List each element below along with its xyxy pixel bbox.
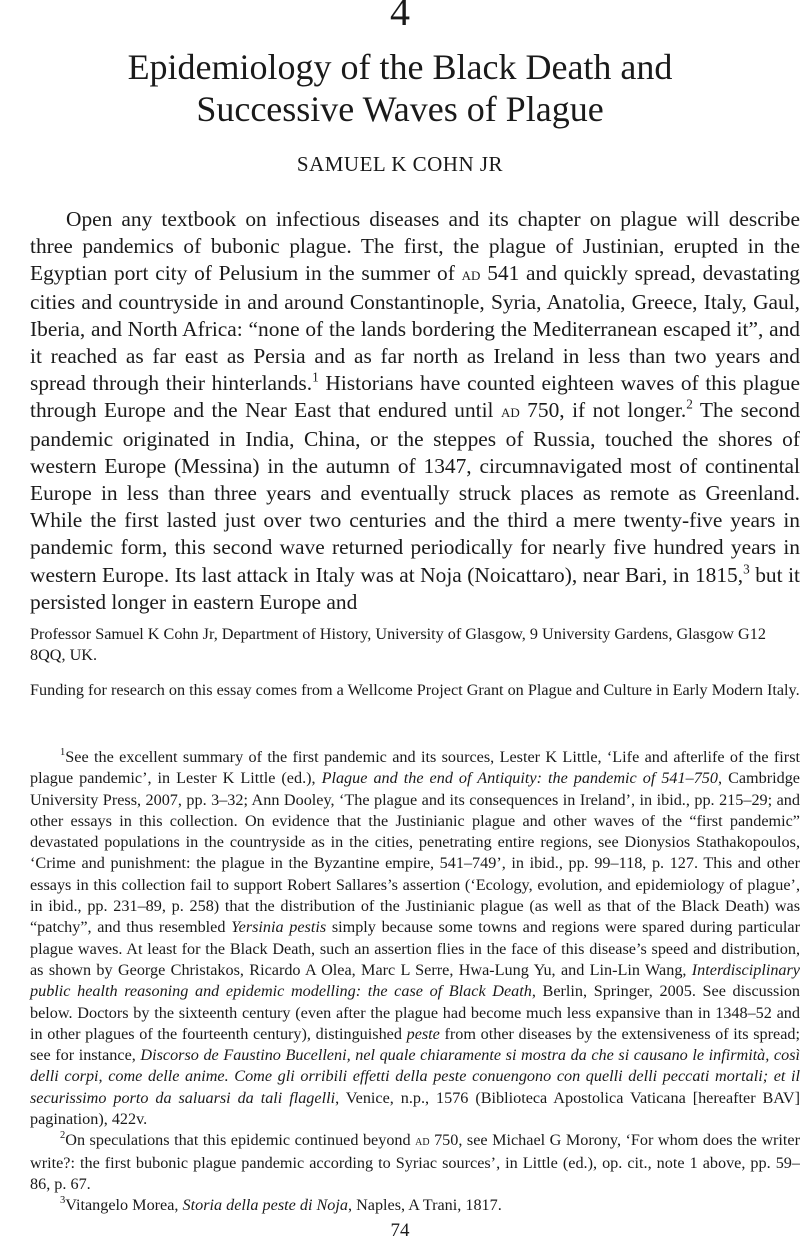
footnote-ref-3[interactable]: 3 bbox=[743, 561, 750, 577]
body-text bbox=[30, 206, 800, 616]
footnotes bbox=[30, 747, 800, 1217]
body-text-segment: The second pandemic originated in India, China, or the steppes of Russia, touched the shores of western Europe (Messina) in the autumn of 1347, circumnavigated most of continental Europe in less than three years and eventually struck places as remote as Greenland. While the first lasted just over two centuries and the third a mere twenty-five years in pandemic form, this second wave returned periodically for nearly five hundred years in western Europe. Its last attack in Italy was at Noja (Noicattaro), near Bari, in 1815, bbox=[30, 398, 800, 587]
footnote-title: Discorso de Faustino Bucelleni, nel quale chiaramente si mostra da che si causano le infirmità, così delli corpi, come delle anime. Come gli orribili effetti della peste conuengono con quelli delli peccati mortali; et il securissimo porto da saluarsi da tali flagelli bbox=[30, 1046, 800, 1107]
footnote-text: simply because some towns and regions were spared during particular plague waves. At least for the Black Death, such an assertion flies in the face of this disease’s speed and distribution, as shown by George Christakos, Ricardo A Olea, Marc L Serre, Hwa-Lung Yu, and Lin-Lin Wang, bbox=[30, 918, 800, 979]
funding-note: Funding for research on this essay comes from a Wellcome Project Grant on Plague and Culture in Early Modern Italy. bbox=[30, 681, 800, 699]
body-text-segment: 750, if not longer. bbox=[519, 398, 687, 423]
footnote-text: On speculations that this epidemic continued beyond bbox=[65, 1131, 416, 1150]
era-abbreviation: ad bbox=[415, 1133, 430, 1150]
footnote-text: from other diseases by the extensiveness of its spread; see for instance, bbox=[30, 1024, 800, 1065]
footnote-text: , Berlin, Springer, 2005. See discussion below. Doctors by the sixteenth century (even after the plague had become much less expansive than in 1348–52 and in other plagues of the fourteenth century), distinguished bbox=[30, 982, 800, 1043]
footnote-number: 3 bbox=[60, 1195, 66, 1207]
footnote-title: Interdisciplinary public health reasoning and epidemic modelling: the case of Black Death bbox=[30, 960, 800, 1001]
author-name: SAMUEL K COHN JR bbox=[296, 152, 504, 176]
footnote-text: , Naples, A Trani, 1817. bbox=[347, 1196, 502, 1215]
footnote-text: 750, see Michael G Morony, ‘For whom does the writer write?: the first bubonic plague pandemic according to Syriac sources’, in Little (ed.), op. cit., note 1 above, pp. 59–86, p. 67. bbox=[30, 1131, 800, 1193]
footnote-text: , Venice, n.p., 1576 (Biblioteca Apostolica Vaticana [hereafter BAV] pagination), 422v. bbox=[30, 1088, 800, 1129]
chapter-title bbox=[0, 46, 800, 130]
body-text-segment: Open any textbook on infectious diseases and its chapter on plague will describe three pandemics of bubonic plague. The first, the plague of Justinian, erupted in the Egyptian port city of Pelusium in the summer of bbox=[30, 207, 800, 286]
footnote-text: Vitangelo Morea, bbox=[65, 1196, 183, 1215]
footnote-number: 2 bbox=[60, 1130, 66, 1142]
author-notes bbox=[30, 624, 800, 715]
body-text-segment: Historians have counted eighteen waves of this plague through Europe and the Near East that endured until bbox=[30, 371, 800, 423]
body-text-segment: 541 and quickly spread, devastating cities and countryside in and around Constantinople, Syria, Anatolia, Greece, Italy, Gaul, Iberia, and North Africa: “none of the lands bordering the Mediterranean escaped it”, and it reached as far east as Persia and as far north as Ireland in less than two years and spread through their hinterlands. bbox=[30, 261, 800, 396]
chapter-title-line-1: Epidemiology of the Black Death and bbox=[127, 47, 673, 87]
footnote-species: Yersinia pestis bbox=[231, 918, 327, 937]
footnote-title: Plague and the end of Antiquity: the pandemic of 541–750 bbox=[321, 769, 718, 788]
footnote-text: , Cambridge University Press, 2007, pp. 3–32; Ann Dooley, ‘The plague and its consequences in Ireland’, in ibid., pp. 215–29; and other essays in this collection. On evidence that the Justinianic plague and other waves of the “first pandemic” devastated populations in the countryside as in the cities, penetrating entire regions, see Dionysios Stathakopoulos, ‘Crime and punishment: the plague in the Byzantine empire, 541–749’, in ibid., pp. 99–118, p. 127. This and other essays in this collection fail to support Robert Sallares’s assertion (‘Ecology, evolution, and epidemiology of plague’, in ibid., pp. 231–89, p. 258) that the distribution of the Justinianic plague (as well as that of the Black Death) was “patchy”, and thus resembled bbox=[30, 769, 800, 937]
footnote-2 bbox=[30, 1130, 800, 1195]
chapter-number: 4 bbox=[390, 0, 410, 34]
footnote-3 bbox=[30, 1195, 800, 1216]
era-abbreviation: ad bbox=[461, 264, 481, 286]
footnote-title: Storia della peste di Noja bbox=[182, 1196, 348, 1215]
footnote-number: 1 bbox=[60, 747, 66, 759]
body-paragraph bbox=[30, 206, 800, 616]
page-number: 74 bbox=[390, 1220, 410, 1241]
era-abbreviation: ad bbox=[500, 401, 520, 423]
footnote-text: See the excellent summary of the first pandemic and its sources, Lester K Little, ‘Life and afterlife of the first plague pandemic’, in Lester K Little (ed.), bbox=[30, 748, 800, 788]
footnote-1 bbox=[30, 747, 800, 1130]
chapter-title-line-2: Successive Waves of Plague bbox=[196, 89, 604, 129]
body-text-segment: but it persisted longer in eastern Europe and bbox=[30, 562, 800, 614]
author-affiliation: Professor Samuel K Cohn Jr, Department of History, University of Glasgow, 9 University Gardens, Glasgow G12 8QQ, UK. bbox=[30, 625, 766, 664]
footnote-term: peste bbox=[406, 1024, 440, 1043]
footnote-ref-1[interactable]: 1 bbox=[312, 369, 319, 385]
footnote-ref-2[interactable]: 2 bbox=[686, 396, 693, 412]
